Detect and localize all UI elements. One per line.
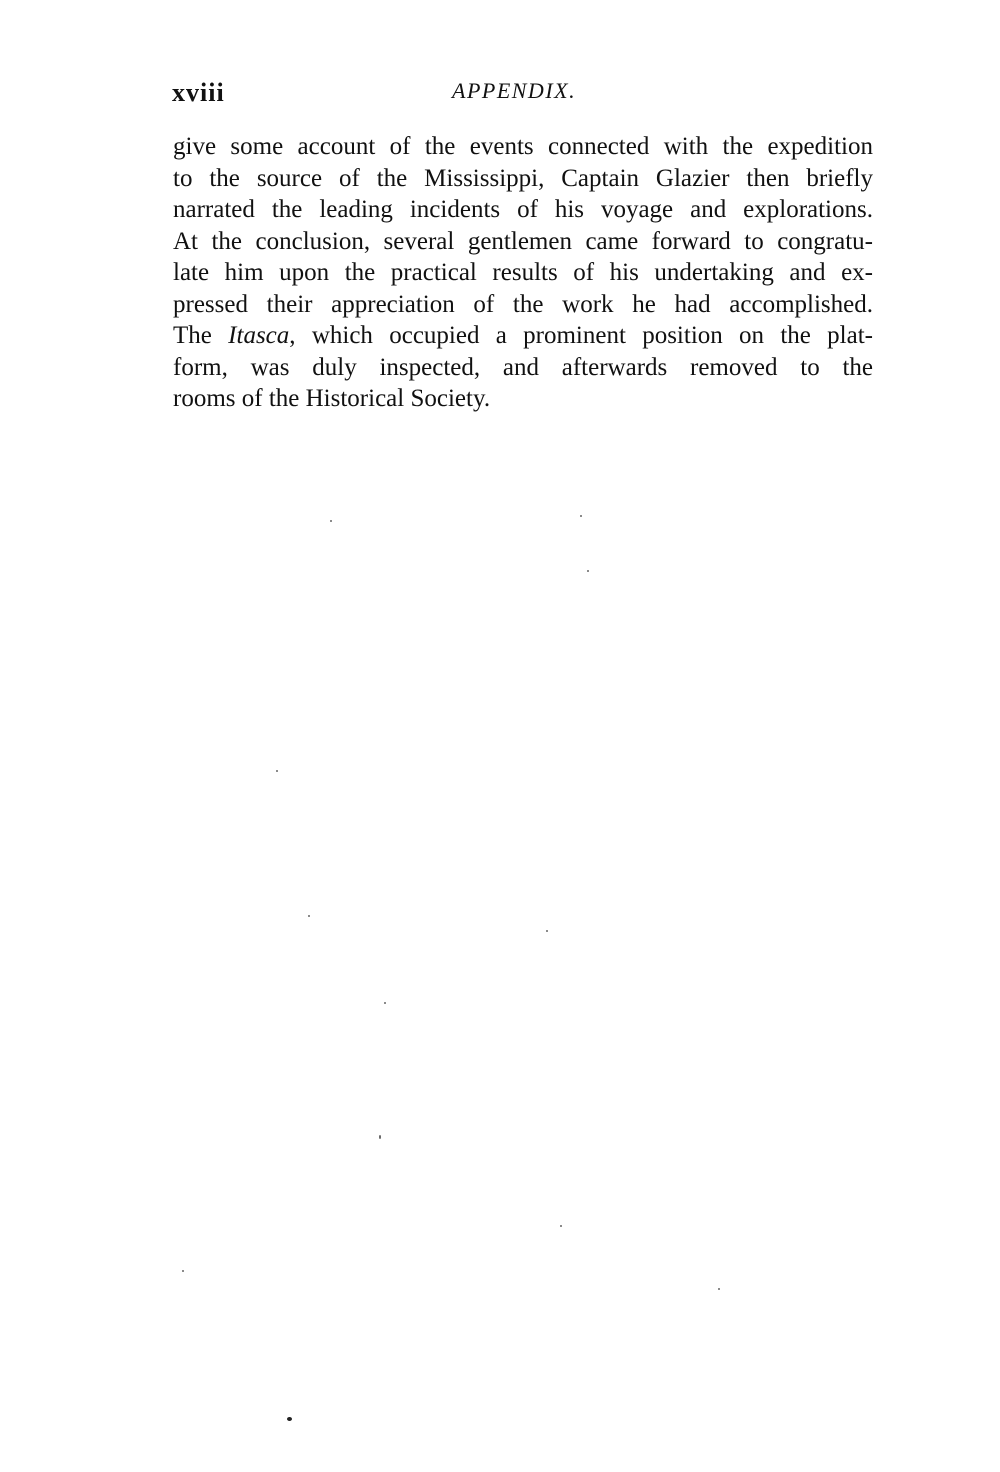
itasca-italic-text: Itasca — [228, 322, 290, 349]
text-line-3: narrated the leading incidents of his voyage and explorations. — [173, 196, 873, 223]
text-line-4: At the conclusion, several gentlemen came forward to congratu- — [173, 227, 873, 255]
running-head — [172, 76, 872, 116]
body-paragraph — [173, 131, 873, 415]
scan-speck — [287, 1417, 292, 1421]
scan-speck — [276, 770, 278, 772]
text-line-5: late him upon the practical results of his undertaking and ex- — [173, 259, 873, 286]
scan-speck — [587, 570, 589, 572]
scan-speck — [580, 515, 582, 517]
text-line-7-end: , which occupied a prominent position on the plat- — [289, 322, 873, 349]
scan-speck — [718, 1288, 720, 1290]
page-number: xviii — [172, 78, 225, 107]
text-line-7-start: The — [173, 322, 229, 349]
text-line-1: give some account of the events connected with the expedition — [173, 133, 873, 160]
scan-speck — [546, 930, 548, 932]
scan-speck — [379, 1135, 381, 1139]
text-line-8: form, was duly inspected, and afterwards removed to the — [173, 353, 873, 381]
scan-speck — [308, 915, 310, 917]
scan-speck — [384, 1002, 386, 1004]
text-line-9: rooms of the Historical Society. — [173, 385, 491, 412]
scan-speck — [560, 1225, 562, 1227]
section-title: APPENDIX. — [452, 78, 577, 103]
scan-speck — [182, 1270, 184, 1272]
text-line-6: pressed their appreciation of the work he had accomplished. — [173, 290, 873, 318]
scan-speck — [330, 520, 332, 522]
text-line-7 — [173, 320, 873, 352]
text-line-2: to the source of the Mississippi, Captain Glazier then briefly — [173, 164, 873, 192]
